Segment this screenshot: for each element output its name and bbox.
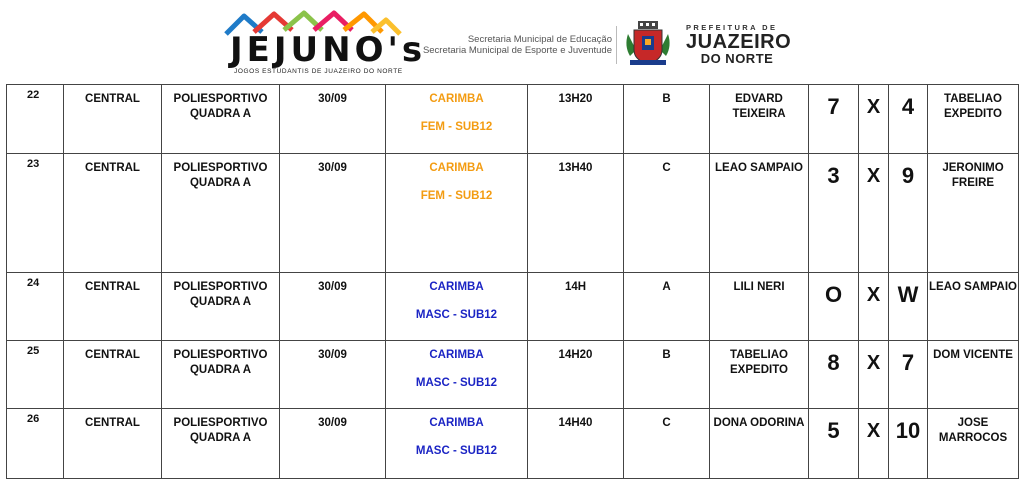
game-number: 22 <box>27 89 40 101</box>
game-number-cell <box>7 154 64 273</box>
logo-subtitle: JOGOS ESTUDANTIS DE JUAZEIRO DO NORTE <box>234 68 403 75</box>
game-date: 30/09 <box>318 349 347 361</box>
versus-cell <box>859 85 889 154</box>
coat-of-arms-icon <box>622 20 674 68</box>
versus-x: X <box>866 352 881 374</box>
score-b-cell <box>889 154 928 273</box>
time-cell <box>528 154 624 273</box>
venue-name: POLIESPORTIVO <box>173 93 268 105</box>
modality-cell <box>386 154 528 273</box>
score-b: 7 <box>901 350 915 375</box>
versus-cell <box>859 273 889 341</box>
venue-cell <box>162 341 280 409</box>
team-a: EDVARD TEIXEIRA <box>732 93 786 120</box>
team-a: LEAO SAMPAIO <box>715 162 803 174</box>
table-row <box>7 85 1019 154</box>
venue-cell <box>162 154 280 273</box>
secretaria-educacao: Secretaria Municipal de Educação <box>467 34 612 45</box>
group: C <box>662 417 671 429</box>
game-number-cell <box>7 341 64 409</box>
score-b: W <box>897 282 919 307</box>
versus-x: X <box>866 165 881 187</box>
group-cell <box>624 409 710 479</box>
time-cell <box>528 85 624 154</box>
venue-name: POLIESPORTIVO <box>173 162 268 174</box>
score-b-cell <box>889 341 928 409</box>
logo-wordmark: JEJUNO's <box>230 30 427 70</box>
secretarias-block <box>418 34 612 56</box>
table-row <box>7 154 1019 273</box>
score-b: 10 <box>895 418 921 443</box>
game-time: 13H20 <box>558 93 593 105</box>
team-b-cell <box>928 273 1019 341</box>
category: MASC - SUB12 <box>415 377 498 389</box>
modality-cell <box>386 409 528 479</box>
date-cell <box>280 85 386 154</box>
venue-name: POLIESPORTIVO <box>173 281 268 293</box>
table-row <box>7 409 1019 479</box>
venue-court: QUADRA A <box>189 177 252 189</box>
modality: CARIMBA <box>429 417 484 429</box>
team-b: JOSE MARROCOS <box>938 417 1008 444</box>
modality: CARIMBA <box>429 281 484 293</box>
city-name: JUAZEIRO <box>686 31 792 53</box>
team-b-cell <box>928 341 1019 409</box>
date-cell <box>280 273 386 341</box>
venue-court: QUADRA A <box>189 108 252 120</box>
team-b-cell <box>928 154 1019 273</box>
team-b-cell <box>928 409 1019 479</box>
venue-cell <box>162 85 280 154</box>
score-a: 7 <box>827 94 840 119</box>
team-a-cell <box>710 273 809 341</box>
modality: CARIMBA <box>429 349 484 361</box>
category: FEM - SUB12 <box>420 190 493 202</box>
team-b: DOM VICENTE <box>933 349 1013 361</box>
pole-cell <box>64 341 162 409</box>
game-number-cell <box>7 85 64 154</box>
venue-cell <box>162 273 280 341</box>
score-a-cell <box>809 273 859 341</box>
pole-cell <box>64 273 162 341</box>
venue-cell <box>162 409 280 479</box>
date-cell <box>280 154 386 273</box>
prefeitura-label: PREFEITURA DE <box>686 23 778 32</box>
venue-court: QUADRA A <box>189 364 252 376</box>
score-a: 3 <box>827 163 840 188</box>
team-b: JERONIMO FREIRE <box>942 162 1004 189</box>
table-row <box>7 341 1019 409</box>
jejunos-logo <box>222 8 427 78</box>
score-b-cell <box>889 273 928 341</box>
pole: CENTRAL <box>85 162 140 174</box>
team-b: LEAO SAMPAIO <box>929 281 1017 293</box>
category: MASC - SUB12 <box>415 445 498 457</box>
game-number: 24 <box>27 277 40 289</box>
modality: CARIMBA <box>429 162 484 174</box>
secretaria-esporte: Secretaria Municipal de Esporte e Juventude <box>422 45 612 56</box>
document-header <box>0 0 1024 84</box>
group-cell <box>624 341 710 409</box>
game-time: 14H20 <box>558 349 593 361</box>
team-a-cell <box>710 341 809 409</box>
score-a-cell <box>809 154 859 273</box>
game-date: 30/09 <box>318 93 347 105</box>
versus-cell <box>859 154 889 273</box>
score-a-cell <box>809 85 859 154</box>
modality: CARIMBA <box>429 93 484 105</box>
city-name-suffix: DO NORTE <box>700 51 774 66</box>
pole-cell <box>64 85 162 154</box>
score-a: 5 <box>827 418 840 443</box>
pole: CENTRAL <box>85 349 140 361</box>
modality-cell <box>386 85 528 154</box>
game-date: 30/09 <box>318 417 347 429</box>
venue-court: QUADRA A <box>189 296 252 308</box>
score-a-cell <box>809 409 859 479</box>
venue-name: POLIESPORTIVO <box>173 349 268 361</box>
group: A <box>662 281 671 293</box>
game-time: 14H40 <box>558 417 593 429</box>
team-b-cell <box>928 85 1019 154</box>
score-a: 8 <box>827 350 840 375</box>
team-a: TABELIAO EXPEDITO <box>730 349 788 376</box>
team-a-cell <box>710 154 809 273</box>
group-cell <box>624 85 710 154</box>
score-b-cell <box>889 85 928 154</box>
venue-name: POLIESPORTIVO <box>173 417 268 429</box>
time-cell <box>528 273 624 341</box>
group: C <box>662 162 671 174</box>
versus-x: X <box>866 420 881 442</box>
game-time: 14H <box>564 281 587 293</box>
group: B <box>662 349 671 361</box>
modality-cell <box>386 273 528 341</box>
header-divider <box>616 26 617 64</box>
modality-cell <box>386 341 528 409</box>
game-date: 30/09 <box>318 162 347 174</box>
game-time: 13H40 <box>558 162 593 174</box>
games-table-body <box>7 85 1019 479</box>
team-a: LILI NERI <box>733 281 785 293</box>
score-a: O <box>824 282 843 307</box>
game-number-cell <box>7 273 64 341</box>
pole: CENTRAL <box>85 417 140 429</box>
score-b: 4 <box>901 94 915 119</box>
game-number: 23 <box>27 158 40 170</box>
date-cell <box>280 409 386 479</box>
venue-court: QUADRA A <box>189 432 252 444</box>
group: B <box>662 93 671 105</box>
versus-x: X <box>866 284 881 306</box>
date-cell <box>280 341 386 409</box>
team-a: DONA ODORINA <box>713 417 805 429</box>
game-number: 25 <box>27 345 40 357</box>
game-number-cell <box>7 409 64 479</box>
time-cell <box>528 341 624 409</box>
table-row <box>7 273 1019 341</box>
pole: CENTRAL <box>85 281 140 293</box>
pole: CENTRAL <box>85 93 140 105</box>
group-cell <box>624 273 710 341</box>
game-date: 30/09 <box>318 281 347 293</box>
group-cell <box>624 154 710 273</box>
score-a-cell <box>809 341 859 409</box>
versus-cell <box>859 341 889 409</box>
pole-cell <box>64 409 162 479</box>
pole-cell <box>64 154 162 273</box>
team-b: TABELIAO EXPEDITO <box>944 93 1002 120</box>
games-table <box>6 84 1019 479</box>
team-a-cell <box>710 85 809 154</box>
score-b-cell <box>889 409 928 479</box>
game-number: 26 <box>27 413 40 425</box>
versus-cell <box>859 409 889 479</box>
category: FEM - SUB12 <box>420 121 493 133</box>
time-cell <box>528 409 624 479</box>
team-a-cell <box>710 409 809 479</box>
score-b: 9 <box>901 163 915 188</box>
category: MASC - SUB12 <box>415 309 498 321</box>
versus-x: X <box>866 96 881 118</box>
